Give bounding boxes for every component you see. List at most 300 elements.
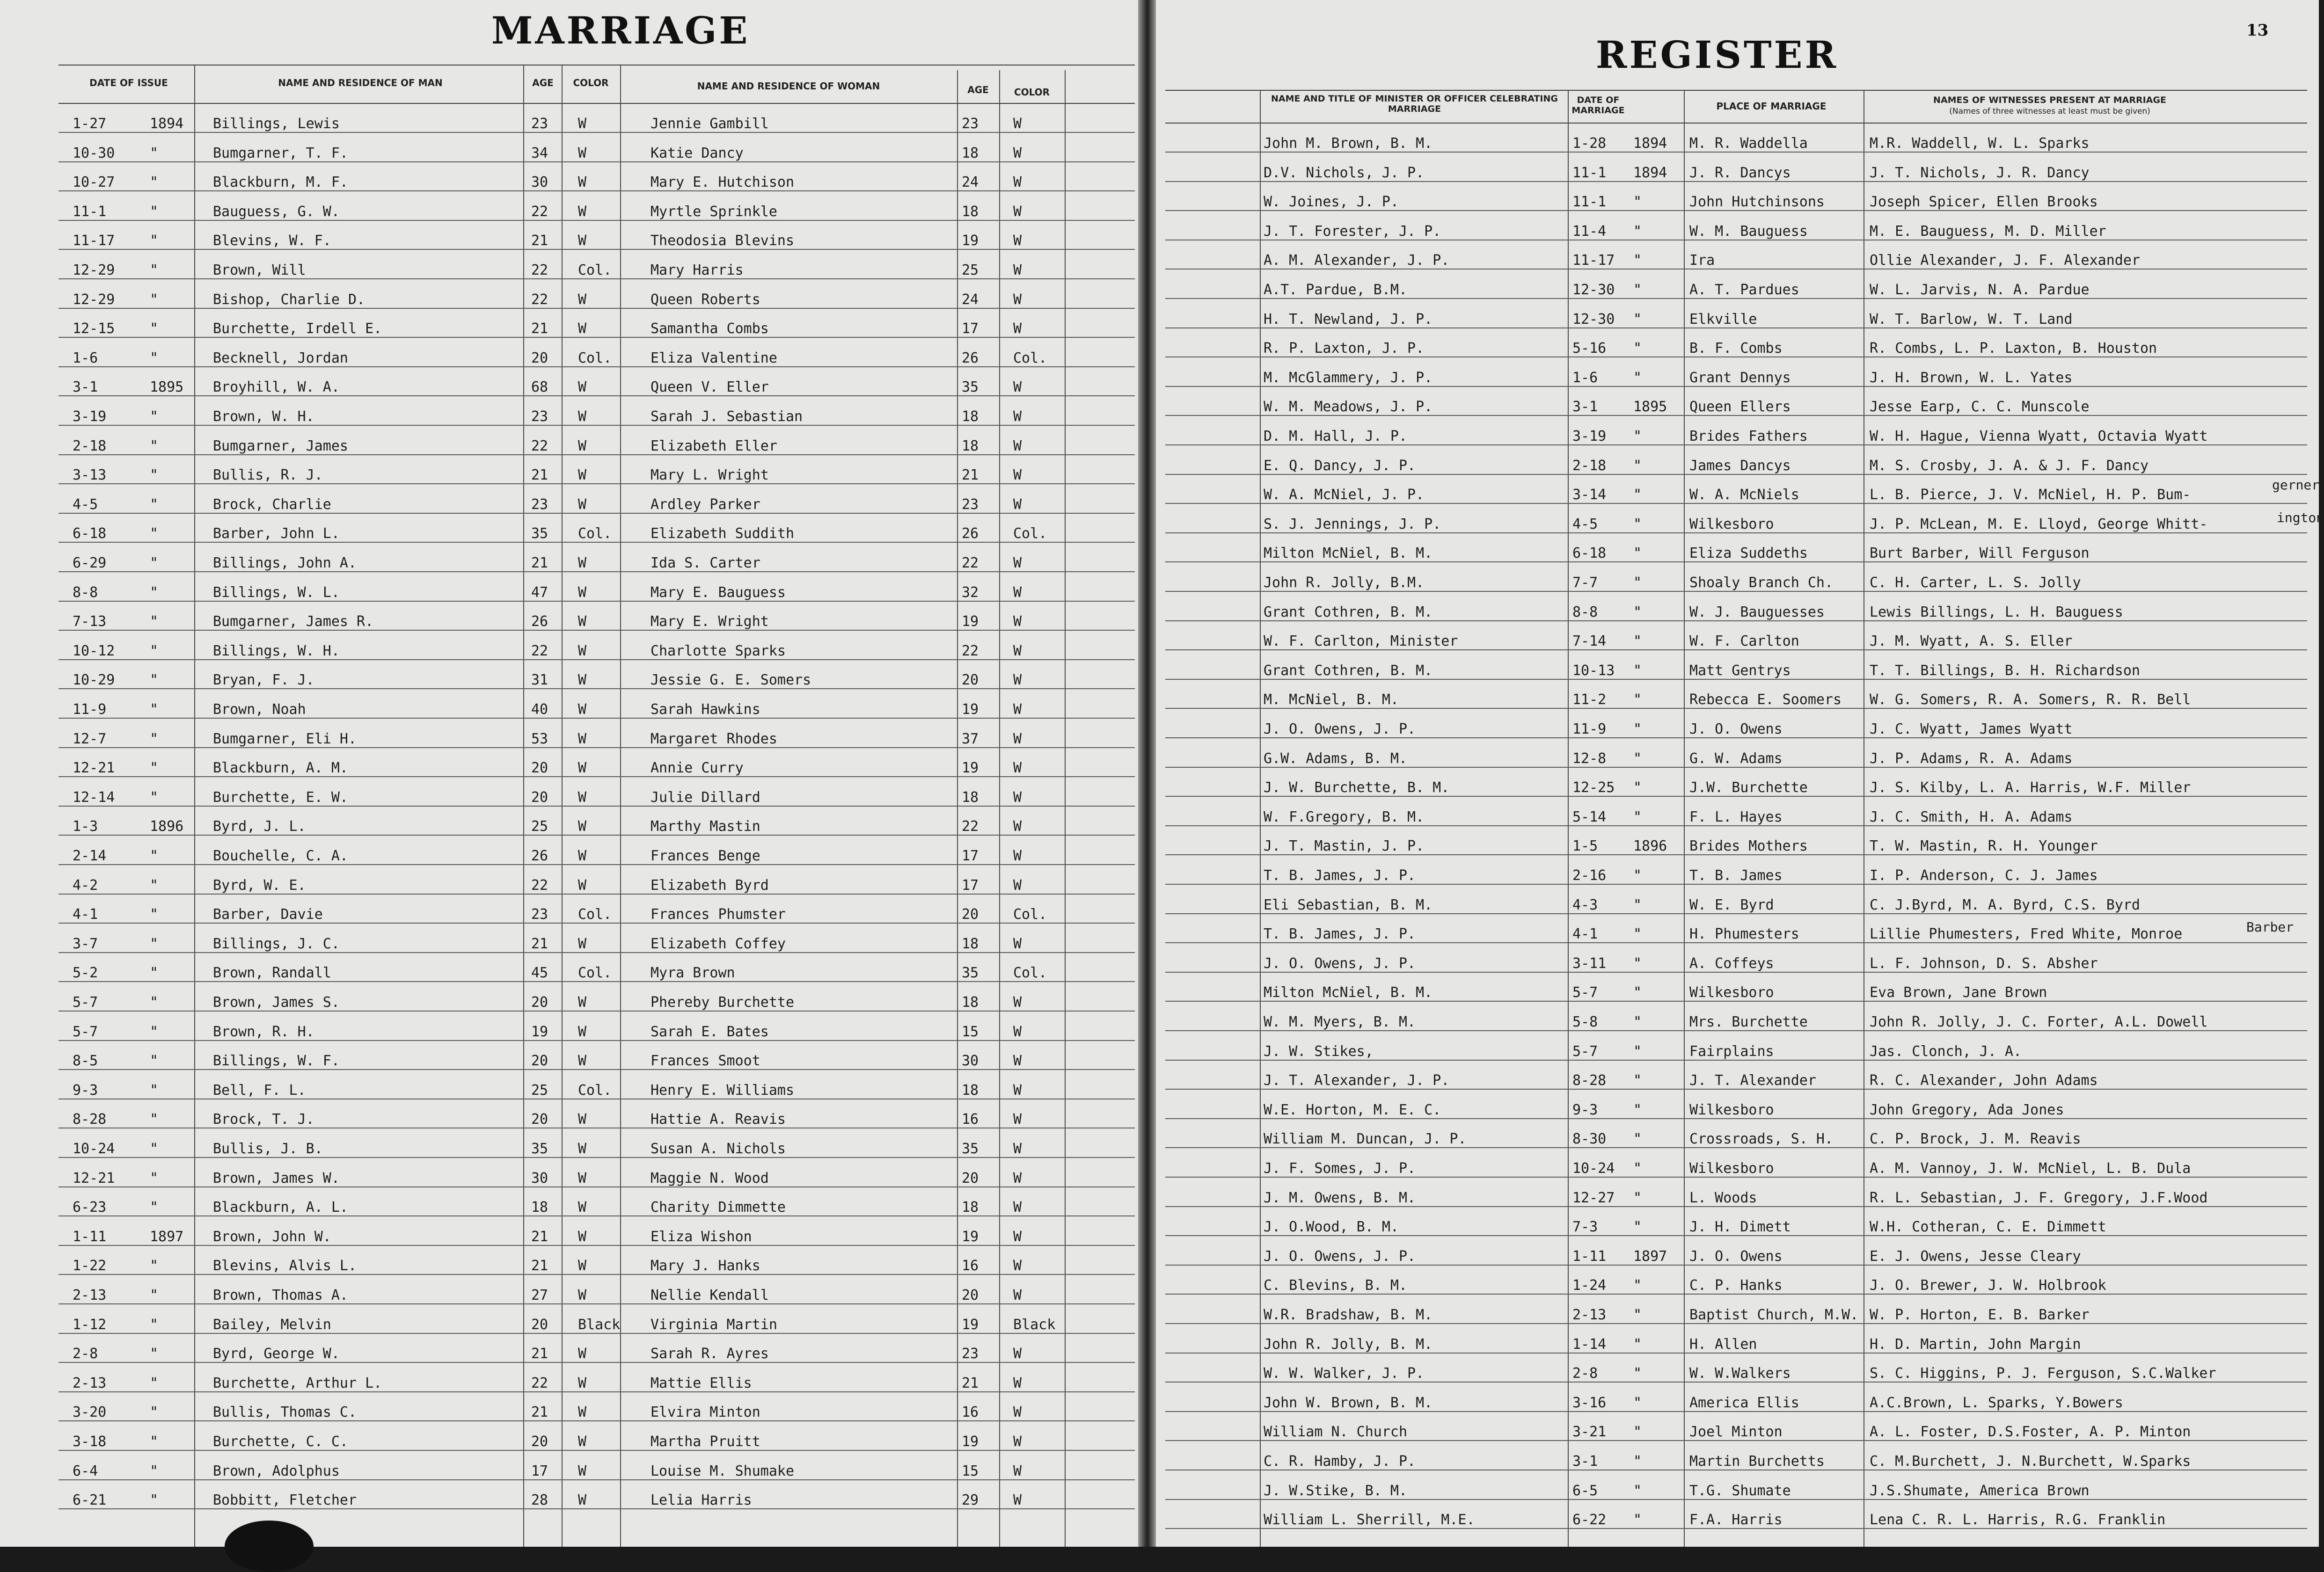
man-age: 23 [531,116,548,132]
register-row [0,162,1138,191]
woman-age: 22 [962,642,979,659]
woman-name: Mary E. Bauguess [650,584,786,601]
woman-name: Sarah Hawkins [650,701,760,718]
woman-name: Theodosia Blevins [650,233,795,249]
man-color: W [578,1053,587,1070]
register-row [1156,1061,2319,1090]
man-color: W [578,730,587,747]
minister-name: H. T. Newland, J. P. [1264,311,1433,328]
witness-names: A.C.Brown, L. Sparks, Y.Bowers [1870,1394,2123,1411]
issue-year: " [150,642,159,659]
marriage-place: Rebecca E. Soomers [1689,691,1842,708]
witness-names: L. F. Johnson, D. S. Absher [1870,955,2098,972]
man-age: 20 [531,789,548,806]
woman-name: Charlotte Sparks [650,642,786,659]
woman-age: 18 [962,994,979,1011]
marriage-date: 11-1 [1572,164,1607,181]
man-age: 25 [531,818,548,835]
page-number: 13 [2246,21,2269,40]
marriage-year: " [1633,808,1642,825]
man-color: W [578,1141,587,1157]
witness-names: M.R. Waddell, W. L. Sparks [1870,135,2090,152]
woman-color: W [1013,1463,1022,1479]
register-row [1156,739,2319,768]
marriage-year: " [1633,1072,1642,1089]
witness-names: R. C. Alexander, John Adams [1870,1072,2098,1089]
marriage-date: 3-1 [1572,1453,1598,1470]
witness-names: Lillie Phumesters, Fred White, Monroe [1870,926,2183,943]
register-row [0,690,1138,719]
woman-age: 18 [962,935,979,952]
register-row [1156,973,2319,1002]
man-name: Burchette, E. W. [213,789,348,806]
man-name: Bobbitt, Fletcher [213,1492,357,1509]
issue-year: " [150,437,159,454]
man-age: 22 [531,262,548,278]
issue-date: 12-14 [73,789,115,806]
register-row [1156,153,2319,182]
woman-age: 17 [962,320,979,337]
issue-year: 1894 [150,116,184,132]
marriage-date: 12-27 [1572,1189,1615,1206]
marriage-place: W. E. Byrd [1689,896,1774,913]
register-row [1156,1119,2319,1148]
man-name: Brown, John W. [213,1228,331,1245]
woman-age: 35 [962,1141,979,1157]
ink-blot [225,1521,314,1572]
man-color: W [578,642,587,659]
woman-color: W [1013,291,1022,308]
woman-color: W [1013,1492,1022,1509]
marriage-date: 12-30 [1572,311,1615,328]
man-color: W [578,145,587,161]
marriage-place: Wilkesboro [1689,516,1774,532]
register-row [1156,1295,2319,1324]
man-name: Byrd, J. L. [213,818,306,835]
woman-name: Nellie Kendall [650,1287,769,1303]
marriage-year: " [1633,1307,1642,1323]
marriage-place: Fairplains [1689,1043,1774,1060]
issue-date: 2-18 [73,437,107,454]
man-age: 26 [531,848,548,864]
register-row [0,1041,1138,1070]
marriage-year: " [1633,252,1642,269]
witness-names: J. P. Adams, R. A. Adams [1870,750,2073,767]
register-row [0,1070,1138,1099]
woman-color: W [1013,1170,1022,1186]
header-minister: NAME AND TITLE OF MINISTER OR OFFICER CELEBRATING MARRIAGE [1271,94,1558,114]
marriage-place: James Dancys [1689,457,1791,474]
man-age: 21 [531,233,548,249]
woman-name: Lelia Harris [650,1492,752,1509]
minister-name: John R. Jolly, B. M. [1264,1336,1433,1353]
marriage-date: 10-24 [1572,1160,1615,1177]
register-row [1156,563,2319,592]
issue-date: 4-5 [73,496,98,513]
man-color: W [578,701,587,718]
woman-age: 19 [962,701,979,718]
issue-date: 9-3 [73,1082,98,1099]
marriage-date: 3-11 [1572,955,1607,972]
witness-names: R. L. Sebastian, J. F. Gregory, J.F.Wood [1870,1189,2208,1206]
man-color: W [578,935,587,952]
witness-names: T. T. Billings, B. H. Richardson [1870,662,2140,679]
man-name: Brown, Adolphus [213,1463,340,1479]
witness-names: J. C. Wyatt, James Wyatt [1870,721,2073,737]
marriage-year: " [1633,1277,1642,1294]
issue-date: 1-3 [73,818,98,835]
marriage-year: " [1633,487,1642,503]
issue-date: 1-22 [73,1258,107,1274]
header-woman-color: COLOR [1014,87,1050,98]
minister-name: W. A. McNiel, J. P. [1264,487,1425,503]
marriage-date: 5-7 [1572,1043,1598,1060]
woman-name: Eliza Valentine [650,349,777,366]
register-row [0,1334,1138,1363]
woman-age: 23 [962,116,979,132]
issue-date: 1-11 [73,1228,107,1245]
woman-name: Phereby Burchette [650,994,795,1011]
register-row [1156,1412,2319,1441]
man-age: 17 [531,1463,548,1479]
witness-names: Lewis Billings, L. H. Bauguess [1870,604,2123,620]
witness-names: C. P. Brock, J. M. Reavis [1870,1131,2081,1148]
man-name: Bumgarner, Eli H. [213,730,357,747]
marriage-year: " [1633,1336,1642,1353]
marriage-year: " [1633,1424,1642,1441]
register-row [1156,914,2319,943]
witness-names: W. G. Somers, R. A. Somers, R. R. Bell [1870,691,2191,708]
marriage-date: 7-3 [1572,1219,1598,1236]
register-row [1156,328,2319,357]
minister-name: J. W. Burchette, B. M. [1264,779,1450,796]
minister-name: J. O.Wood, B. M. [1264,1219,1399,1236]
issue-date: 2-13 [73,1375,107,1391]
woman-name: Samantha Combs [650,320,769,337]
issue-year: " [150,1375,159,1391]
marriage-year: 1895 [1633,399,1667,415]
man-color: W [578,1199,587,1216]
man-name: Burchette, Irdell E. [213,320,382,337]
marriage-year: " [1633,340,1642,357]
issue-date: 10-24 [73,1141,115,1157]
man-name: Billings, Lewis [213,116,340,132]
marriage-year: " [1633,1131,1642,1148]
register-row [0,1480,1138,1509]
man-color: W [578,174,587,191]
minister-name: J. O. Owens, J. P. [1264,955,1416,972]
woman-color: W [1013,1023,1022,1040]
header-top-rule [1165,90,2307,91]
marriage-date: 9-3 [1572,1101,1598,1118]
register-row [1156,387,2319,416]
register-row [1156,885,2319,914]
woman-color: W [1013,789,1022,806]
man-color: W [578,613,587,630]
marriage-place: Brides Fathers [1689,428,1808,444]
marriage-year: 1894 [1633,164,1667,181]
man-name: Bullis, J. B. [213,1141,323,1157]
register-row [0,1451,1138,1480]
issue-year: " [150,320,159,337]
woman-color: W [1013,1053,1022,1070]
woman-name: Mary L. Wright [650,467,769,484]
marriage-date: 8-28 [1572,1072,1607,1089]
marriage-date: 4-1 [1572,926,1598,943]
witness-names: J. H. Brown, W. L. Yates [1870,369,2073,386]
man-age: 26 [531,613,548,630]
man-age: 21 [531,1404,548,1421]
register-row [1156,299,2319,328]
woman-color: W [1013,174,1022,191]
woman-age: 26 [962,525,979,542]
marriage-place: T.G. Shumate [1689,1482,1791,1499]
register-row [0,1129,1138,1158]
marriage-date: 5-16 [1572,340,1607,357]
man-color: W [578,584,587,601]
issue-date: 6-21 [73,1492,107,1509]
man-color: W [578,1463,587,1479]
woman-age: 20 [962,1170,979,1186]
witness-names: J. S. Kilby, L. A. Harris, W.F. Miller [1870,779,2191,796]
woman-age: 18 [962,1082,979,1099]
woman-name: Charity Dimmette [650,1199,786,1216]
woman-color: W [1013,555,1022,571]
marriage-place: Crossroads, S. H. [1689,1131,1834,1148]
register-row [0,1392,1138,1421]
minister-name: Milton McNiel, B. M. [1264,984,1433,1001]
minister-name: W. M. Meadows, J. P. [1264,399,1433,415]
man-age: 21 [531,1346,548,1362]
minister-name: C. Blevins, B. M. [1264,1277,1408,1294]
issue-date: 4-2 [73,877,98,894]
issue-date: 5-2 [73,965,98,982]
marriage-place: Elkville [1689,311,1757,328]
minister-name: John R. Jolly, B.M. [1264,575,1425,591]
marriage-place: Joel Minton [1689,1424,1783,1441]
page-title-marriage: MARRIAGE [491,8,750,52]
issue-date: 6-18 [73,525,107,542]
man-color: Black [578,1316,621,1333]
man-name: Byrd, W. E. [213,877,306,894]
woman-name: Elizabeth Byrd [650,877,769,894]
woman-name: Virginia Martin [650,1316,777,1333]
register-row [0,280,1138,309]
woman-age: 29 [962,1492,979,1509]
issue-date: 8-28 [73,1111,107,1128]
marriage-date: 1-6 [1572,369,1598,386]
man-age: 47 [531,584,548,601]
marriage-year: " [1633,457,1642,474]
marriage-date: 3-19 [1572,428,1607,444]
woman-age: 18 [962,437,979,454]
marriage-place: Martin Burchetts [1689,1453,1825,1470]
register-row [0,426,1138,455]
marriage-year: " [1633,428,1642,444]
man-age: 22 [531,642,548,659]
marriage-place: H. Allen [1689,1336,1757,1353]
marriage-place: America Ellis [1689,1394,1799,1411]
register-row [0,573,1138,602]
issue-year: " [150,994,159,1011]
book-gutter [1138,0,1156,1547]
man-color: W [578,789,587,806]
marriage-place: A. Coffeys [1689,955,1774,972]
register-row [0,1012,1138,1041]
witness-names: T. W. Mastin, R. H. Younger [1870,838,2098,855]
issue-year: 1897 [150,1228,184,1245]
register-row [0,133,1138,162]
woman-age: 19 [962,233,979,249]
man-name: Bishop, Charlie D. [213,291,365,308]
register-row [1156,270,2319,299]
register-row [0,1246,1138,1275]
man-color: W [578,848,587,864]
woman-name: Mary E. Wright [650,613,769,630]
witness-names: J. P. McLean, M. E. Lloyd, George Whitt- [1870,516,2208,532]
man-name: Billings, John A. [213,555,357,571]
woman-color: W [1013,1082,1022,1099]
issue-year: " [150,1463,159,1479]
man-name: Brown, W. H. [213,408,314,425]
man-name: Bryan, F. J. [213,672,314,689]
witness-names: A. L. Foster, D.S.Foster, A. P. Minton [1870,1424,2191,1441]
man-age: 21 [531,935,548,952]
woman-name: Katie Dancy [650,145,744,161]
register-row [1156,358,2319,387]
header-man-age: AGE [532,77,554,88]
register-row [0,250,1138,279]
issue-year: " [150,935,159,952]
issue-date: 7-13 [73,613,107,630]
issue-year: " [150,906,159,923]
register-row [0,1305,1138,1334]
woman-color: W [1013,233,1022,249]
register-row [1156,768,2319,797]
register-row [1156,416,2319,445]
register-row [1156,1149,2319,1178]
issue-date: 3-7 [73,935,98,952]
witness-names: Ollie Alexander, J. F. Alexander [1870,252,2140,269]
man-name: Bouchelle, C. A. [213,848,348,864]
marriage-date: 3-16 [1572,1394,1607,1411]
marriage-place: B. F. Combs [1689,340,1783,357]
issue-year: " [150,525,159,542]
register-row [1156,1237,2319,1266]
minister-name: A.T. Pardue, B.M. [1264,282,1408,298]
marriage-year: " [1633,1512,1642,1528]
man-color: W [578,1111,587,1128]
register-row [0,1363,1138,1392]
marriage-date: 7-7 [1572,575,1598,591]
woman-name: Queen Roberts [650,291,760,308]
marriage-date: 1-14 [1572,1336,1607,1353]
woman-color: W [1013,1141,1022,1157]
woman-age: 32 [962,584,979,601]
marriage-date: 6-22 [1572,1512,1607,1528]
register-row [0,192,1138,221]
man-color: W [578,760,587,777]
woman-age: 25 [962,262,979,278]
register-row [1156,651,2319,680]
marriage-year: " [1633,282,1642,298]
marriage-place: Eliza Suddeths [1689,545,1808,562]
man-color: W [578,672,587,689]
man-color: W [578,1434,587,1450]
man-name: Barber, John L. [213,525,340,542]
register-row [1156,1178,2319,1207]
register-row [0,1099,1138,1128]
woman-color: W [1013,877,1022,894]
woman-name: Frances Benge [650,848,760,864]
marriage-date: 1-5 [1572,838,1598,855]
marriage-year: " [1633,1394,1642,1411]
man-color: W [578,291,587,308]
marriage-date: 11-4 [1572,223,1607,240]
woman-age: 22 [962,818,979,835]
woman-name: Sarah R. Ayres [650,1346,769,1362]
marriage-date: 6-18 [1572,545,1607,562]
marriage-date: 8-8 [1572,604,1598,620]
minister-name: M. McGlammery, J. P. [1264,369,1433,386]
issue-date: 12-21 [73,760,115,777]
minister-name: William M. Duncan, J. P. [1264,1131,1467,1148]
woman-age: 19 [962,1434,979,1450]
marriage-year: " [1633,633,1642,650]
witness-names: H. D. Martin, John Margin [1870,1336,2081,1353]
marriage-place: W. F. Carlton [1689,633,1799,650]
register-row [1156,504,2319,533]
marriage-year: " [1633,896,1642,913]
man-age: 19 [531,1023,548,1040]
marriage-year: 1896 [1633,838,1667,855]
marriage-place: Queen Ellers [1689,399,1791,415]
marriage-date: 6-5 [1572,1482,1598,1499]
issue-date: 3-19 [73,408,107,425]
man-color: Col. [578,262,612,278]
issue-year: " [150,701,159,718]
woman-name: Elizabeth Eller [650,437,777,454]
register-row [1156,826,2319,855]
issue-year: " [150,262,159,278]
marriage-date: 3-1 [1572,399,1598,415]
margin-note: gerner [2272,477,2320,493]
issue-year: " [150,1346,159,1362]
register-row [0,485,1138,514]
woman-color: Col. [1013,349,1047,366]
issue-year: " [150,789,159,806]
marriage-year: " [1633,984,1642,1001]
man-age: 20 [531,1434,548,1450]
woman-name: Myrtle Sprinkle [650,203,777,220]
issue-date: 11-17 [73,233,115,249]
marriage-date: 11-1 [1572,194,1607,211]
minister-name: William L. Sherrill, M.E. [1264,1512,1475,1528]
woman-age: 16 [962,1258,979,1274]
marriage-place: J. O. Owens [1689,721,1783,737]
man-age: 23 [531,496,548,513]
minister-name: J. F. Somes, J. P. [1264,1160,1416,1177]
minister-name: W. W. Walker, J. P. [1264,1365,1425,1382]
man-age: 20 [531,1111,548,1128]
woman-color: W [1013,203,1022,220]
woman-color: W [1013,613,1022,630]
man-color: W [578,496,587,513]
issue-date: 3-1 [73,379,98,396]
witness-names: J. T. Nichols, J. R. Dancy [1870,164,2090,181]
marriage-date: 11-9 [1572,721,1607,737]
marriage-date: 2-8 [1572,1365,1598,1382]
